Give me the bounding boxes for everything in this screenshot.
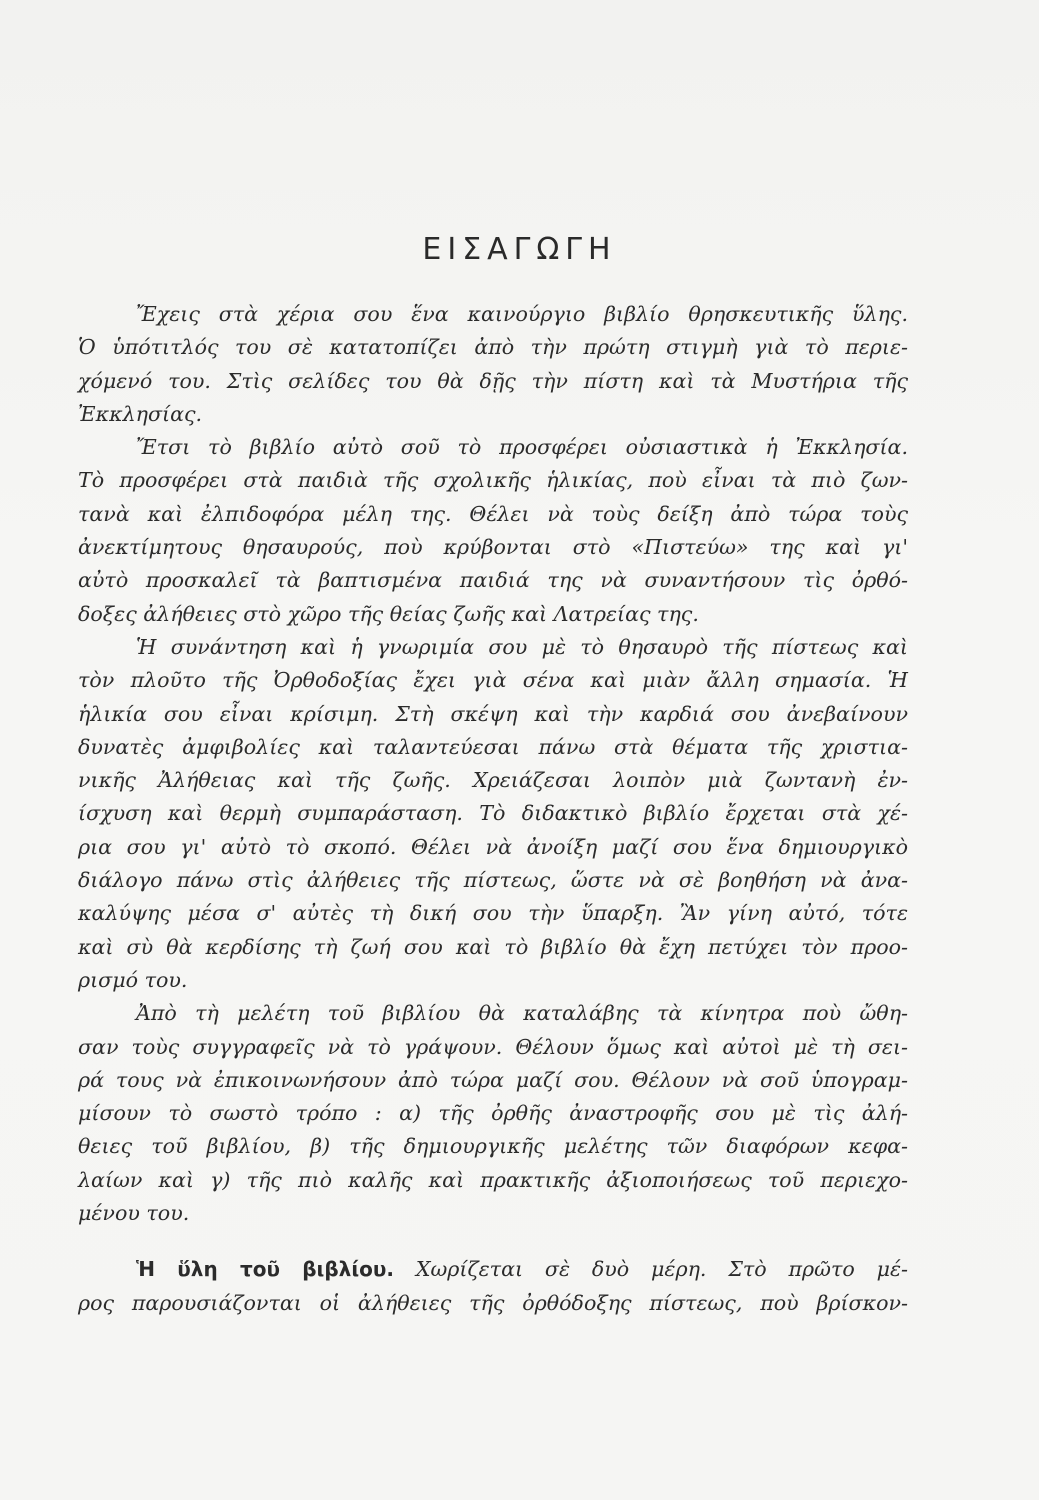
text-line: διάλογο πάνω στὶς ἀλήθειες τῆς πίστεως, ὥστε νὰ σὲ βοηθήση νὰ ἀνα- <box>78 868 908 893</box>
text-line: χόμενό του. Στὶς σελίδες του θὰ δῇς τὴν πίστη καὶ τὰ Μυστήρια τῆς <box>78 368 908 393</box>
text-line: δοξες ἀλήθειες στὸ χῶρο τῆς θείας ζωῆς καὶ Λατρείας της. <box>78 601 699 626</box>
text-line <box>78 1253 908 1286</box>
text-line: ρισμό του. <box>78 967 188 992</box>
text-line: καὶ σὺ θὰ κερδίσης τὴ ζωή σου καὶ τὸ βιβλίο θὰ ἔχη πετύχει τὸν προο- <box>78 934 908 959</box>
text-line: μίσουν τὸ σωστὸ τρόπο : α) τῆς ὀρθῆς ἀναστροφῆς σου μὲ τὶς ἀλή- <box>78 1101 908 1126</box>
text-line: νικῆς Ἀλήθειας καὶ τῆς ζωῆς. Χρειάζεσαι λοιπὸν μιὰ ζωντανὴ ἐν- <box>78 768 908 793</box>
text-line: καλύψης μέσα σ' αὐτὲς τὴ δική σου τὴν ὕπαρξη. Ἂν γίνη αὐτό, τότε <box>78 901 908 926</box>
text-line: Τὸ προσφέρει στὰ παιδιὰ τῆς σχολικῆς ἡλικίας, ποὺ εἶναι τὰ πιὸ ζων- <box>78 468 908 493</box>
text-line: ἀνεκτίμητους θησαυρούς, ποὺ κρύβονται στὸ «Πιστεύω» της καὶ γι' <box>78 535 908 560</box>
text-line: ἡλικία σου εἶναι κρίσιμη. Στὴ σκέψη καὶ τὴν καρδιά σου ἀνεβαίνουν <box>78 701 908 726</box>
text-line: Ἔτσι τὸ βιβλίο αὐτὸ σοῦ τὸ προσφέρει οὐσιαστικὰ ἡ Ἐκκλησία. <box>136 435 908 460</box>
section-text: Χωρίζεται σὲ δυὸ μέρη. Στὸ πρῶτο μέ- <box>415 1257 908 1282</box>
text-line: μένου του. <box>78 1201 190 1226</box>
text-line: τὸν πλοῦτο τῆς Ὀρθοδοξίας ἔχει γιὰ σένα καὶ μιὰν ἄλλη σημασία. Ἡ <box>78 668 908 693</box>
paragraph-3 <box>78 631 908 997</box>
text-line: Ὁ ὑπότιτλός του σὲ κατατοπίζει ἀπὸ τὴν πρώτη στιγμὴ γιὰ τὸ περιε- <box>78 335 908 360</box>
text-line: σαν τοὺς συγγραφεῖς νὰ τὸ γράψουν. Θέλουν ὅμως καὶ αὐτοὶ μὲ τὴ σει- <box>78 1034 908 1059</box>
text-line: Ἀπὸ τὴ μελέτη τοῦ βιβλίου θὰ καταλάβης τὰ κίνητρα ποὺ ὤθη- <box>136 1001 908 1026</box>
text-line: δυνατὲς ἀμφιβολίες καὶ ταλαντεύεσαι πάνω στὰ θέματα τῆς χριστια- <box>78 734 908 759</box>
text-line: ρά τους νὰ ἐπικοινωνήσουν ἀπὸ τώρα μαζί σου. Θέλουν νὰ σοῦ ὑπογραμ- <box>78 1067 908 1092</box>
text-line: ρια σου γι' αὐτὸ τὸ σκοπό. Θέλει νὰ ἀνοίξη μαζί σου ἕνα δημιουργικὸ <box>78 834 908 859</box>
final-section <box>78 1253 908 1320</box>
page-title: ΕΙΣΑΓΩΓΗ <box>422 232 617 267</box>
text-line: Ἔχεις στὰ χέρια σου ἕνα καινούργιο βιβλίο θρησκευτικῆς ὕλης. <box>136 302 908 326</box>
paragraph-2 <box>78 431 908 631</box>
paragraph-4 <box>78 997 908 1230</box>
text-line: Ἐκκλησίας. <box>78 401 203 426</box>
text-line: θειες τοῦ βιβλίου, β) τῆς δημιουργικῆς μελέτης τῶν διαφόρων κεφα- <box>78 1134 908 1159</box>
text-line: ίσχυση καὶ θερμὴ συμπαράσταση. Τὸ διδακτικὸ βιβλίο ἔρχεται στὰ χέ- <box>78 801 908 826</box>
text-line: ρος παρουσιάζονται οἱ ἀλήθειες τῆς ὀρθόδοξης πίστεως, ποὺ βρίσκον- <box>78 1290 908 1315</box>
section-gap <box>78 1230 908 1253</box>
text-line: λαίων καὶ γ) τῆς πιὸ καλῆς καὶ πρακτικῆς ἀξιοποιήσεως τοῦ περιεχο- <box>78 1167 908 1192</box>
section-heading: Ἡ ὕλη τοῦ βιβλίου. <box>136 1257 394 1282</box>
body-text <box>78 298 908 1320</box>
text-line: Ἡ συνάντηση καὶ ἡ γνωριμία σου μὲ τὸ θησαυρὸ τῆς πίστεως καὶ <box>136 634 908 659</box>
text-line: αὐτὸ προσκαλεῖ τὰ βαπτισμένα παιδιά της νὰ συναντήσουν τὶς ὀρθό- <box>78 568 908 593</box>
paragraph-1 <box>78 298 908 431</box>
text-line: τανὰ καὶ ἐλπιδοφόρα μέλη της. Θέλει νὰ τοὺς δείξη ἀπὸ τώρα τοὺς <box>78 501 908 526</box>
